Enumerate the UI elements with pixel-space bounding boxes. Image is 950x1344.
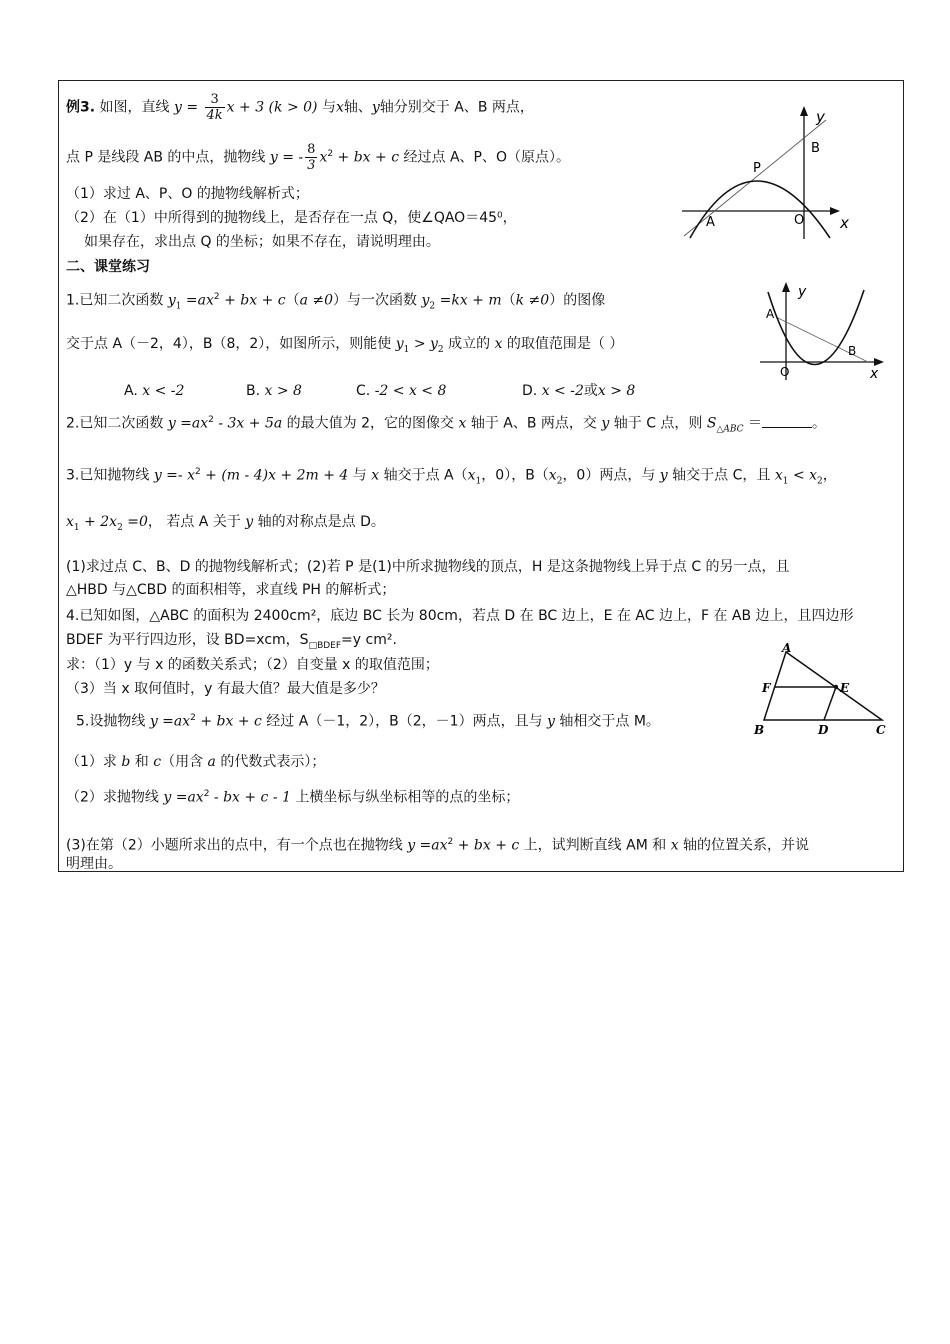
problem4-line2: BDEF 为平行四边形，设 BD=xcm，$S_{□BDEF}=y$ cm².	[66, 632, 397, 651]
fig1-point-a: A	[706, 215, 715, 230]
fig2-point-a: A	[766, 307, 775, 321]
triangle-abc	[764, 652, 882, 720]
problem4-line4: （3）当 x 取何值时，y 有最大值？最大值是多少？	[66, 681, 385, 697]
problem1-option-d: D. x < -2或x > 8	[522, 383, 636, 399]
problem1-line2: 交于点 A（－2，4），B（8，2），如图所示，则能使 $y_1 > y_2$ 成立的 x 的取值范围是（ ）	[66, 336, 624, 355]
fig3-point-b: B	[754, 723, 765, 737]
problem1-line1: 1.已知二次函数 $y_1 =ax^2$ + bx + c（a ≠0）与一次函数 $y_2 =kx + m(k \ne 0)$的图像	[66, 292, 606, 312]
example3-question1: （1）求过 A、P、O 的抛物线解析式；	[66, 186, 309, 202]
problem4-line1: 4.已知如图，△ABC 的面积为 2400cm²，底边 BC 长为 80cm，若点 D 在 BC 边上，E 在 AC 边上，F 在 AB 边上，且四边形	[66, 608, 854, 624]
fig2-y-label: y	[798, 284, 807, 300]
fig3-point-f: F	[762, 681, 771, 695]
section-heading: 二、课堂练习	[66, 259, 150, 275]
problem5-question2: （2）求抛物线 $y =ax^2$ - bx + c - 1 上横坐标与纵坐标相等的点的坐标；	[66, 789, 520, 806]
problem1-option-b: B. x > 8	[246, 383, 302, 399]
problem3-line4: △HBD 与△CBD 的面积相等，求直线 PH 的解析式；	[66, 582, 396, 598]
fig2-x-label: x	[870, 366, 879, 382]
answer-blank	[762, 413, 812, 428]
problem5-line1: 5.设抛物线 $y =ax^2$ + bx + c 经过 A（－1，2），B（2，－1）两点，且与 y 轴相交于点 M。	[76, 713, 660, 730]
problem4-line3: 求：（1）y 与 x 的函数关系式；（2）自变量 x 的取值范围；	[66, 657, 439, 673]
segment-ed	[824, 687, 836, 720]
example3-question2-cont: 如果存在，求出点 Q 的坐标；如果不存在，请说明理由。	[84, 234, 440, 250]
x-axis-arrow	[830, 207, 840, 215]
example3-line1: 例3. 如图，直线 y = $\frac{3}{4k}$ x + 3 (k > 0) 与x轴、y轴分别交于 A、B 两点，	[66, 92, 534, 123]
example3-question2: （2）在（1）中所得到的抛物线上，是否存在一点 Q，使∠QAO＝45⁰，	[66, 210, 517, 226]
y-axis-arrow	[800, 106, 808, 116]
problem1-option-a: A. x < -2	[124, 383, 185, 399]
fig1-point-b: B	[811, 141, 820, 156]
example3-line2: 点 P 是线段 AB 的中点，抛物线 y = - $\frac{8}{3}$ $x^2$ + bx + c 经过点 A、P、O（原点）。	[66, 142, 570, 173]
fig2-point-o: O	[780, 365, 790, 379]
point-e-dot	[834, 685, 838, 689]
problem3-line1: 3.已知抛物线 $y =- x^2 + (m - 4)x + 2m + 4$ 与 x 轴交于点 $A(x_1$，0），$B(x_2$，0）两点，与 y 轴交于点 C，且 $x_1 < x_2$，	[66, 467, 837, 487]
problem3-line2: $x_1 + 2x_2 =0$， 若点 A 关于 y 轴的对称点是点 D。	[66, 514, 385, 533]
fig1-point-o: O	[794, 213, 805, 228]
problem2: 2.已知二次函数 $y =ax^2 - 3x + 5a$ 的最大值为 2，它的图像交 x 轴于 A、B 两点，交 y 轴于 C 点，则 $S_{\triangle ABC}$ ＝ 。	[66, 410, 826, 439]
y-axis-arrow	[782, 282, 790, 292]
fig3-point-d: D	[818, 723, 829, 737]
fig1-point-p: P	[753, 161, 761, 176]
fraction-3-over-4k: $\frac{3}{4k}$	[206, 92, 223, 123]
fig3-point-c: C	[876, 723, 886, 737]
fig3-point-a: A	[782, 641, 792, 655]
problem3-line3: (1)求过点 C、B、D 的抛物线解析式；(2)若 P 是(1)中所求抛物线的顶点，H 是这条抛物线上异于点 C 的另一点，且	[66, 559, 790, 575]
fig1-x-label: x	[840, 214, 849, 232]
problem5-question3: (3)在第（2）小题所求出的点中，有一个点也在抛物线 $y =ax^2$ + bx + c 上，试判断直线 AM 和 x 轴的位置关系，并说	[66, 837, 810, 854]
problem5-question3-cont: 明理由。	[66, 856, 122, 872]
fig2-point-b: B	[848, 344, 857, 358]
figure-triangle-parallelogram	[750, 640, 892, 740]
problem1-option-c: C. -2 < x < 8	[356, 383, 447, 399]
fig1-y-label: y	[816, 108, 825, 126]
fraction-8-over-3: $\frac{8}{3}$	[307, 142, 316, 173]
fig3-point-e: E	[840, 681, 850, 695]
example3-label: 例3.	[66, 99, 96, 116]
x-axis-arrow	[874, 358, 884, 366]
figure-parabola-two-points	[756, 280, 886, 382]
problem5-question1: （1）求 b 和 c（用含 a 的代数式表示）；	[66, 754, 326, 770]
figure-parabola-line-ab	[676, 104, 856, 244]
